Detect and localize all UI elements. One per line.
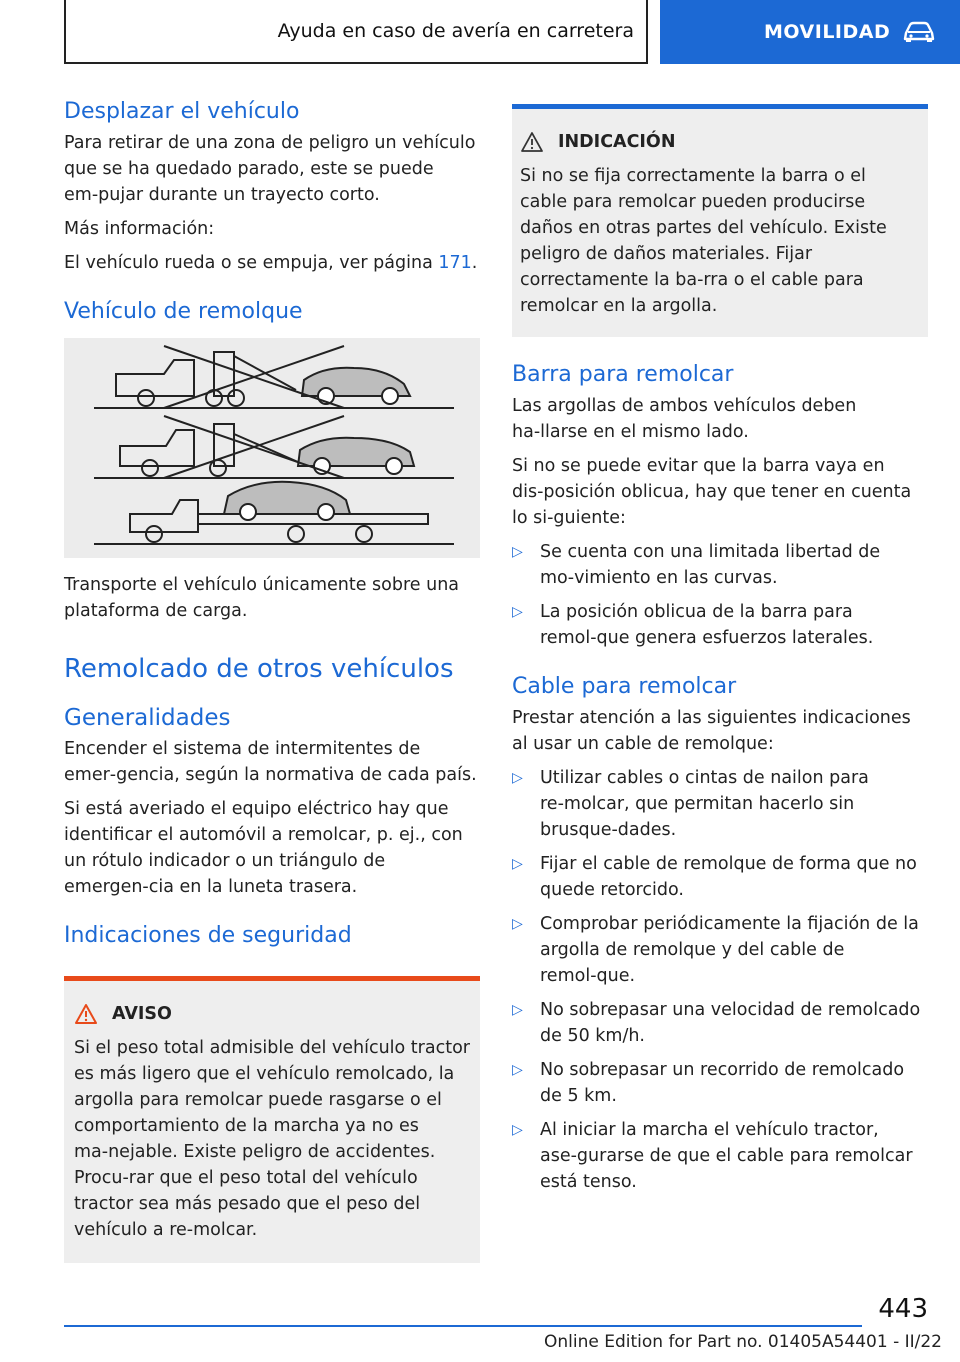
list-item-text: Utilizar cables o cintas de nailon para re‑molcar, que permitan hacerlo sin brusque‑dades.	[540, 768, 869, 840]
bullet-arrow-icon: ▷	[512, 544, 523, 560]
list-item-text: Comprobar periódicamente la fijación de la argolla de remolque y del cable de remol‑que.	[540, 914, 919, 986]
list-item-text: Se cuenta con una limitada libertad de mo‑vimiento en las curvas.	[540, 542, 881, 588]
caution-triangle-icon	[520, 131, 544, 153]
bullet-arrow-icon: ▷	[512, 1002, 523, 1018]
cable-list	[512, 765, 928, 1195]
warning-text: Si el peso total admisible del vehículo tractor es más ligero que el vehículo remolcado, la argolla para remolcar puede rasgarse o el comportamiento de la marcha ya no es ma‑nejable. Existe peligro de accidentes. Procu‑rar que el peso total del vehículo tractor sea más pesado que el peso del vehículo a re‑molcar.	[74, 1038, 470, 1240]
bullet-arrow-icon: ▷	[512, 856, 523, 872]
towing-illustration	[64, 338, 480, 558]
heading-cable: Cable para remolcar	[512, 674, 737, 699]
para-desplazar: Para retirar de una zona de peligro un vehículo que se ha quedado parado, este se puede em‑pujar durante un trayecto corto.	[64, 133, 476, 205]
list-item	[512, 997, 928, 1049]
list-item	[512, 851, 928, 903]
para-barra2: Si no se puede evitar que la barra vaya en dis‑posición oblicua, hay que tener en cuenta lo si‑guiente:	[512, 456, 912, 528]
warning-triangle-icon	[74, 1003, 98, 1025]
para-gen2: Si está averiado el equipo eléctrico hay que identificar el automóvil a remolcar, p. ej., con un rótulo indicador o un triángulo de emergen‑cia en la luneta trasera.	[64, 799, 463, 897]
page-number: 443	[878, 1294, 928, 1324]
note-text: Si no se fija correctamente la barra o el cable para remolcar pueden producirse daños en otras partes del vehículo. Existe peligro de daños materiales. Fijar correctamente la ba‑rra o el cable para remolcar en la argolla.	[520, 166, 887, 316]
bullet-arrow-icon: ▷	[512, 1062, 523, 1078]
footer-divider	[64, 1325, 862, 1327]
heading-seguridad: Indicaciones de seguridad	[64, 923, 352, 948]
heading-generalidades: Generalidades	[64, 705, 231, 731]
chapter-title: MOVILIDAD	[764, 21, 891, 43]
list-item-text: Al iniciar la marcha el vehículo tractor, ase‑gurarse de que el cable para remolcar está tenso.	[540, 1120, 913, 1192]
list-item	[512, 911, 928, 989]
chapter-tab[interactable]	[660, 0, 960, 64]
heading-otros: Remolcado de otros vehículos	[64, 654, 454, 684]
car-icon	[902, 21, 936, 43]
list-item	[512, 1057, 928, 1109]
note-title: INDICACIÓN	[558, 132, 676, 152]
list-item-text: Fijar el cable de remolque de forma que no quede retorcido.	[540, 854, 917, 900]
para-rueda-text: El vehículo rueda o se empuja, ver página	[64, 253, 439, 273]
right-column	[512, 98, 928, 1195]
barra-list	[512, 539, 928, 651]
list-item	[512, 1117, 928, 1195]
list-item-text: No sobrepasar un recorrido de remolcado de 5 km.	[540, 1060, 905, 1106]
warning-box	[64, 976, 480, 1263]
warning-title: AVISO	[112, 1004, 172, 1024]
bullet-arrow-icon: ▷	[512, 770, 523, 786]
edition-footer: Online Edition for Part no. 01405A54401 - II/22	[543, 1332, 942, 1352]
section-title: Ayuda en caso de avería en carretera	[277, 20, 634, 42]
para-mas-info: Más información:	[64, 219, 215, 239]
list-item	[512, 765, 928, 843]
left-column	[64, 96, 480, 1263]
page-link[interactable]: 171	[438, 253, 472, 273]
para-gen1: Encender el sistema de intermitentes de emer‑gencia, según la normativa de cada país.	[64, 739, 477, 785]
para-rueda: El vehículo rueda o se empuja, ver página 171.	[64, 253, 478, 273]
bullet-arrow-icon: ▷	[512, 1122, 523, 1138]
section-header	[64, 0, 648, 64]
heading-remolque: Vehículo de remolque	[64, 299, 303, 324]
heading-desplazar: Desplazar el vehículo	[64, 99, 300, 124]
list-item-text: No sobrepasar una velocidad de remolcado de 50 km/h.	[540, 1000, 921, 1046]
para-barra1: Las argollas de ambos vehículos deben ha‑llarse en el mismo lado.	[512, 396, 857, 442]
bullet-arrow-icon: ▷	[512, 604, 523, 620]
para-cable: Prestar atención a las siguientes indicaciones al usar un cable de remolque:	[512, 708, 911, 754]
note-box	[512, 104, 928, 337]
para-transporte: Transporte el vehículo únicamente sobre una plataforma de carga.	[64, 575, 460, 621]
list-item-text: La posición oblicua de la barra para remol‑que genera esfuerzos laterales.	[540, 602, 874, 648]
heading-barra: Barra para remolcar	[512, 362, 734, 387]
list-item	[512, 539, 928, 591]
bullet-arrow-icon: ▷	[512, 916, 523, 932]
list-item	[512, 599, 928, 651]
